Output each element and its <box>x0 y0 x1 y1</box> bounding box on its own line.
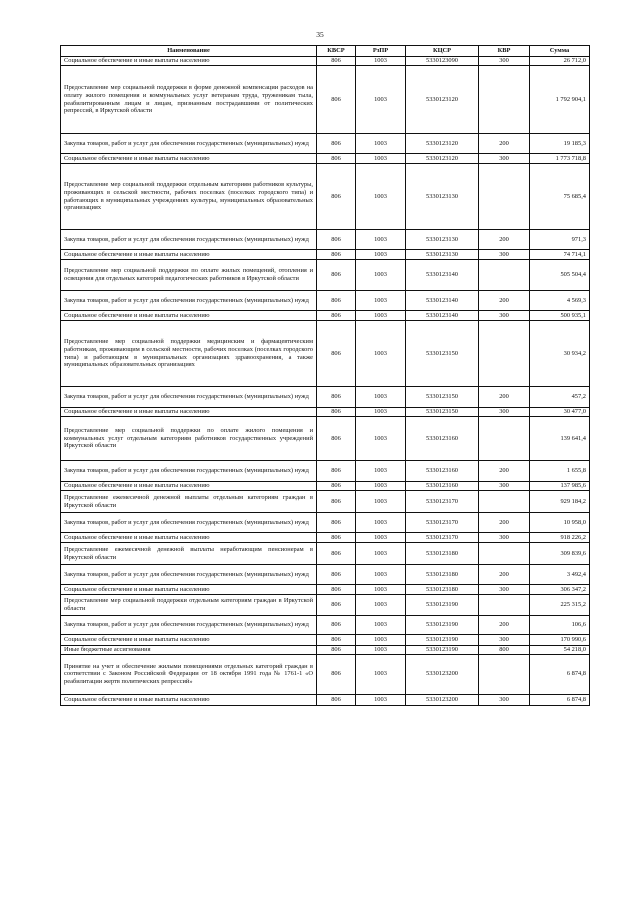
table-row <box>61 565 590 585</box>
table-row <box>61 417 590 461</box>
cell-kvsr: 806 <box>317 654 356 694</box>
cell-rzpr: 1003 <box>356 250 406 260</box>
cell-sum: 10 958,0 <box>530 513 590 533</box>
cell-name: Предоставление мер социальной поддержки по оплате жилых помещений, отопления и освещения для отдельных категорий педагогических работников в Иркутской области <box>61 260 317 291</box>
cell-name: Социальное обеспечение и иные выплаты населению <box>61 311 317 321</box>
cell-name: Социальное обеспечение и иные выплаты населению <box>61 533 317 543</box>
cell-kcsr: 5330123170 <box>406 533 479 543</box>
cell-sum: 500 935,1 <box>530 311 590 321</box>
cell-rzpr: 1003 <box>356 134 406 154</box>
cell-kvr: 200 <box>479 461 530 482</box>
table-row <box>61 260 590 291</box>
cell-sum: 106,6 <box>530 616 590 635</box>
cell-kvr: 200 <box>479 230 530 250</box>
cell-kcsr: 5330123190 <box>406 646 479 655</box>
table-row <box>61 513 590 533</box>
cell-rzpr: 1003 <box>356 408 406 417</box>
cell-rzpr: 1003 <box>356 291 406 311</box>
cell-kcsr: 5330123150 <box>406 408 479 417</box>
cell-kcsr: 5330123120 <box>406 154 479 164</box>
cell-kvr <box>479 164 530 230</box>
cell-kcsr: 5330123140 <box>406 311 479 321</box>
cell-rzpr: 1003 <box>356 387 406 408</box>
cell-name: Закупка товаров, работ и услуг для обеспечения государственных (муниципальных) нужд <box>61 230 317 250</box>
cell-kcsr: 5330123200 <box>406 694 479 705</box>
cell-kvr: 200 <box>479 291 530 311</box>
table-row <box>61 694 590 705</box>
cell-kvr: 300 <box>479 585 530 595</box>
cell-kvsr: 806 <box>317 321 356 387</box>
cell-name: Социальное обеспечение и иные выплаты населению <box>61 57 317 66</box>
cell-kcsr: 5330123130 <box>406 230 479 250</box>
cell-kvsr: 806 <box>317 408 356 417</box>
table-row <box>61 311 590 321</box>
cell-name: Предоставление мер социальной поддержки медицинским и фармацевтическим работникам, проживающим в сельской местности, рабочих поселках (поселках городского типа) и работающим в муниципальных организациях здравоохранения, а также муниципальных образовательных организациях <box>61 321 317 387</box>
cell-sum: 1 655,8 <box>530 461 590 482</box>
cell-kvr: 300 <box>479 482 530 491</box>
cell-rzpr: 1003 <box>356 585 406 595</box>
cell-name: Иные бюджетные ассигнования <box>61 646 317 655</box>
cell-sum: 309 839,6 <box>530 543 590 565</box>
cell-sum: 54 218,0 <box>530 646 590 655</box>
cell-name: Закупка товаров, работ и услуг для обеспечения государственных (муниципальных) нужд <box>61 291 317 311</box>
cell-sum: 1 792 904,1 <box>530 66 590 134</box>
cell-kcsr: 5330123130 <box>406 164 479 230</box>
cell-kcsr: 5330123190 <box>406 635 479 646</box>
cell-kvsr: 806 <box>317 616 356 635</box>
cell-kvsr: 806 <box>317 646 356 655</box>
cell-kvsr: 806 <box>317 513 356 533</box>
table-body <box>61 57 590 706</box>
cell-rzpr: 1003 <box>356 154 406 164</box>
cell-kvsr: 806 <box>317 66 356 134</box>
cell-kvsr: 806 <box>317 164 356 230</box>
cell-kvr <box>479 260 530 291</box>
cell-kcsr: 5330123120 <box>406 66 479 134</box>
cell-sum: 137 985,6 <box>530 482 590 491</box>
cell-name: Предоставление мер социальной поддержки отдельным категориям работников культуры, проживающих в сельской местности, рабочих поселках (поселках городского типа) и работающих в муниципальных учреждениях культуры, муниципальных образовательных организациях <box>61 164 317 230</box>
cell-rzpr: 1003 <box>356 321 406 387</box>
cell-sum: 30 477,0 <box>530 408 590 417</box>
cell-kvr: 300 <box>479 311 530 321</box>
cell-kvsr: 806 <box>317 635 356 646</box>
cell-name: Предоставление мер социальной поддержки отдельным категориям граждан в Иркутской области <box>61 595 317 616</box>
cell-sum: 170 990,6 <box>530 635 590 646</box>
cell-kcsr: 5330123170 <box>406 513 479 533</box>
table-row <box>61 66 590 134</box>
cell-name: Закупка товаров, работ и услуг для обеспечения государственных (муниципальных) нужд <box>61 616 317 635</box>
cell-kvsr: 806 <box>317 230 356 250</box>
cell-kvr <box>479 321 530 387</box>
table-row <box>61 616 590 635</box>
table-row <box>61 387 590 408</box>
table-row <box>61 654 590 694</box>
cell-rzpr: 1003 <box>356 513 406 533</box>
cell-rzpr: 1003 <box>356 164 406 230</box>
cell-rzpr: 1003 <box>356 417 406 461</box>
cell-kcsr: 5330123120 <box>406 134 479 154</box>
header-name: Наименование <box>61 46 317 57</box>
cell-kvr: 300 <box>479 533 530 543</box>
cell-sum: 75 685,4 <box>530 164 590 230</box>
cell-kcsr: 5330123180 <box>406 565 479 585</box>
cell-rzpr: 1003 <box>356 482 406 491</box>
cell-name: Социальное обеспечение и иные выплаты населению <box>61 250 317 260</box>
cell-sum: 225 315,2 <box>530 595 590 616</box>
header-kcsr: КЦСР <box>406 46 479 57</box>
cell-name: Предоставление мер социальной поддержки по оплате жилого помещения и коммунальных услуг отдельным категориям работников государственных учреждений Иркутской области <box>61 417 317 461</box>
cell-sum: 971,3 <box>530 230 590 250</box>
table-row <box>61 154 590 164</box>
cell-sum: 6 874,8 <box>530 654 590 694</box>
cell-name: Предоставление ежемесячной денежной выплаты неработающим пенсионерам в Иркутской области <box>61 543 317 565</box>
table-row <box>61 543 590 565</box>
cell-kvr <box>479 417 530 461</box>
cell-rzpr: 1003 <box>356 461 406 482</box>
cell-sum: 929 184,2 <box>530 491 590 513</box>
table-row <box>61 164 590 230</box>
cell-kvsr: 806 <box>317 565 356 585</box>
cell-rzpr: 1003 <box>356 260 406 291</box>
cell-kcsr: 5330123160 <box>406 461 479 482</box>
cell-name: Социальное обеспечение и иные выплаты населению <box>61 408 317 417</box>
table-row <box>61 134 590 154</box>
cell-kvsr: 806 <box>317 595 356 616</box>
cell-kvsr: 806 <box>317 533 356 543</box>
cell-name: Социальное обеспечение и иные выплаты населению <box>61 154 317 164</box>
header-kvr: КВР <box>479 46 530 57</box>
table-row <box>61 57 590 66</box>
table-row <box>61 461 590 482</box>
cell-kcsr: 5330123140 <box>406 291 479 311</box>
cell-kvr: 300 <box>479 57 530 66</box>
cell-kcsr: 5330123160 <box>406 482 479 491</box>
cell-kvsr: 806 <box>317 250 356 260</box>
table-row <box>61 533 590 543</box>
cell-name: Закупка товаров, работ и услуг для обеспечения государственных (муниципальных) нужд <box>61 387 317 408</box>
cell-sum: 457,2 <box>530 387 590 408</box>
cell-name: Закупка товаров, работ и услуг для обеспечения государственных (муниципальных) нужд <box>61 134 317 154</box>
cell-sum: 6 874,8 <box>530 694 590 705</box>
cell-name: Закупка товаров, работ и услуг для обеспечения государственных (муниципальных) нужд <box>61 461 317 482</box>
table-row <box>61 408 590 417</box>
cell-kvsr: 806 <box>317 694 356 705</box>
cell-kvsr: 806 <box>317 57 356 66</box>
cell-sum: 74 714,1 <box>530 250 590 260</box>
cell-kvsr: 806 <box>317 291 356 311</box>
cell-sum: 139 641,4 <box>530 417 590 461</box>
cell-kvsr: 806 <box>317 482 356 491</box>
cell-rzpr: 1003 <box>356 694 406 705</box>
cell-rzpr: 1003 <box>356 616 406 635</box>
cell-name: Социальное обеспечение и иные выплаты населению <box>61 635 317 646</box>
cell-rzpr: 1003 <box>356 533 406 543</box>
cell-name: Социальное обеспечение и иные выплаты населению <box>61 585 317 595</box>
cell-kvr: 200 <box>479 387 530 408</box>
cell-kvsr: 806 <box>317 491 356 513</box>
cell-sum: 26 712,0 <box>530 57 590 66</box>
cell-kvr: 200 <box>479 134 530 154</box>
cell-kvr <box>479 595 530 616</box>
cell-rzpr: 1003 <box>356 491 406 513</box>
table-row <box>61 482 590 491</box>
cell-kvr: 300 <box>479 635 530 646</box>
cell-kvr: 200 <box>479 565 530 585</box>
cell-rzpr: 1003 <box>356 595 406 616</box>
cell-rzpr: 1003 <box>356 311 406 321</box>
cell-sum: 3 492,4 <box>530 565 590 585</box>
cell-kcsr: 5330123170 <box>406 491 479 513</box>
budget-table <box>60 45 590 706</box>
cell-kvsr: 806 <box>317 543 356 565</box>
cell-kcsr: 5330123190 <box>406 616 479 635</box>
page-number: 35 <box>316 30 324 39</box>
cell-sum: 306 347,2 <box>530 585 590 595</box>
cell-sum: 505 504,4 <box>530 260 590 291</box>
cell-name: Социальное обеспечение и иные выплаты населению <box>61 482 317 491</box>
cell-kvr: 300 <box>479 694 530 705</box>
cell-sum: 19 185,3 <box>530 134 590 154</box>
cell-sum: 1 773 718,8 <box>530 154 590 164</box>
cell-kvsr: 806 <box>317 311 356 321</box>
cell-kvsr: 806 <box>317 417 356 461</box>
cell-kvr: 200 <box>479 616 530 635</box>
cell-name: Закупка товаров, работ и услуг для обеспечения государственных (муниципальных) нужд <box>61 513 317 533</box>
cell-kvr: 300 <box>479 408 530 417</box>
cell-kvr <box>479 543 530 565</box>
table-header-row <box>61 46 590 57</box>
cell-rzpr: 1003 <box>356 565 406 585</box>
cell-kcsr: 5330123150 <box>406 321 479 387</box>
cell-name: Предоставление мер социальной поддержки в форме денежной компенсации расходов на оплату жилого помещения и коммунальных услуг ветеранам труда, труженикам тыла, реабилитированным лицам и лицам, признанным пострадавшими от политических репрессий, в Иркутской области <box>61 66 317 134</box>
cell-name: Социальное обеспечение и иные выплаты населению <box>61 694 317 705</box>
cell-rzpr: 1003 <box>356 230 406 250</box>
cell-kcsr: 5330123090 <box>406 57 479 66</box>
cell-rzpr: 1003 <box>356 66 406 134</box>
cell-kvsr: 806 <box>317 461 356 482</box>
cell-rzpr: 1003 <box>356 543 406 565</box>
cell-rzpr: 1003 <box>356 635 406 646</box>
cell-kvr <box>479 491 530 513</box>
table-row <box>61 635 590 646</box>
cell-kvsr: 806 <box>317 134 356 154</box>
cell-kvsr: 806 <box>317 260 356 291</box>
cell-rzpr: 1003 <box>356 654 406 694</box>
cell-kvr: 300 <box>479 250 530 260</box>
header-kvsr: КВСР <box>317 46 356 57</box>
table-row <box>61 230 590 250</box>
cell-rzpr: 1003 <box>356 57 406 66</box>
cell-kcsr: 5330123190 <box>406 595 479 616</box>
cell-kvr: 300 <box>479 154 530 164</box>
cell-kcsr: 5330123150 <box>406 387 479 408</box>
cell-kcsr: 5330123200 <box>406 654 479 694</box>
cell-kcsr: 5330123180 <box>406 543 479 565</box>
table-row <box>61 585 590 595</box>
cell-name: Предоставление ежемесячной денежной выплаты отдельным категориям граждан в Иркутской области <box>61 491 317 513</box>
table-row <box>61 595 590 616</box>
cell-kcsr: 5330123160 <box>406 417 479 461</box>
table-row <box>61 250 590 260</box>
table-row <box>61 321 590 387</box>
cell-kcsr: 5330123130 <box>406 250 479 260</box>
cell-kcsr: 5330123140 <box>406 260 479 291</box>
table-row <box>61 646 590 655</box>
cell-kvsr: 806 <box>317 387 356 408</box>
cell-kvsr: 806 <box>317 154 356 164</box>
cell-sum: 4 569,3 <box>530 291 590 311</box>
cell-kvr: 200 <box>479 513 530 533</box>
cell-kvr <box>479 66 530 134</box>
cell-kvr: 800 <box>479 646 530 655</box>
header-rzpr: РзПР <box>356 46 406 57</box>
cell-sum: 918 226,2 <box>530 533 590 543</box>
cell-kvr <box>479 654 530 694</box>
header-sum: Сумма <box>530 46 590 57</box>
table-row <box>61 291 590 311</box>
cell-name: Закупка товаров, работ и услуг для обеспечения государственных (муниципальных) нужд <box>61 565 317 585</box>
cell-rzpr: 1003 <box>356 646 406 655</box>
table-row <box>61 491 590 513</box>
cell-sum: 30 934,2 <box>530 321 590 387</box>
cell-name: Принятие на учет и обеспечение жилыми помещениями отдельных категорий граждан в соответствии с Законом Российской Федерации от 18 октября 1991 года № 1761-1 «О реабилитации жертв политических репрессий» <box>61 654 317 694</box>
cell-kcsr: 5330123180 <box>406 585 479 595</box>
cell-kvsr: 806 <box>317 585 356 595</box>
